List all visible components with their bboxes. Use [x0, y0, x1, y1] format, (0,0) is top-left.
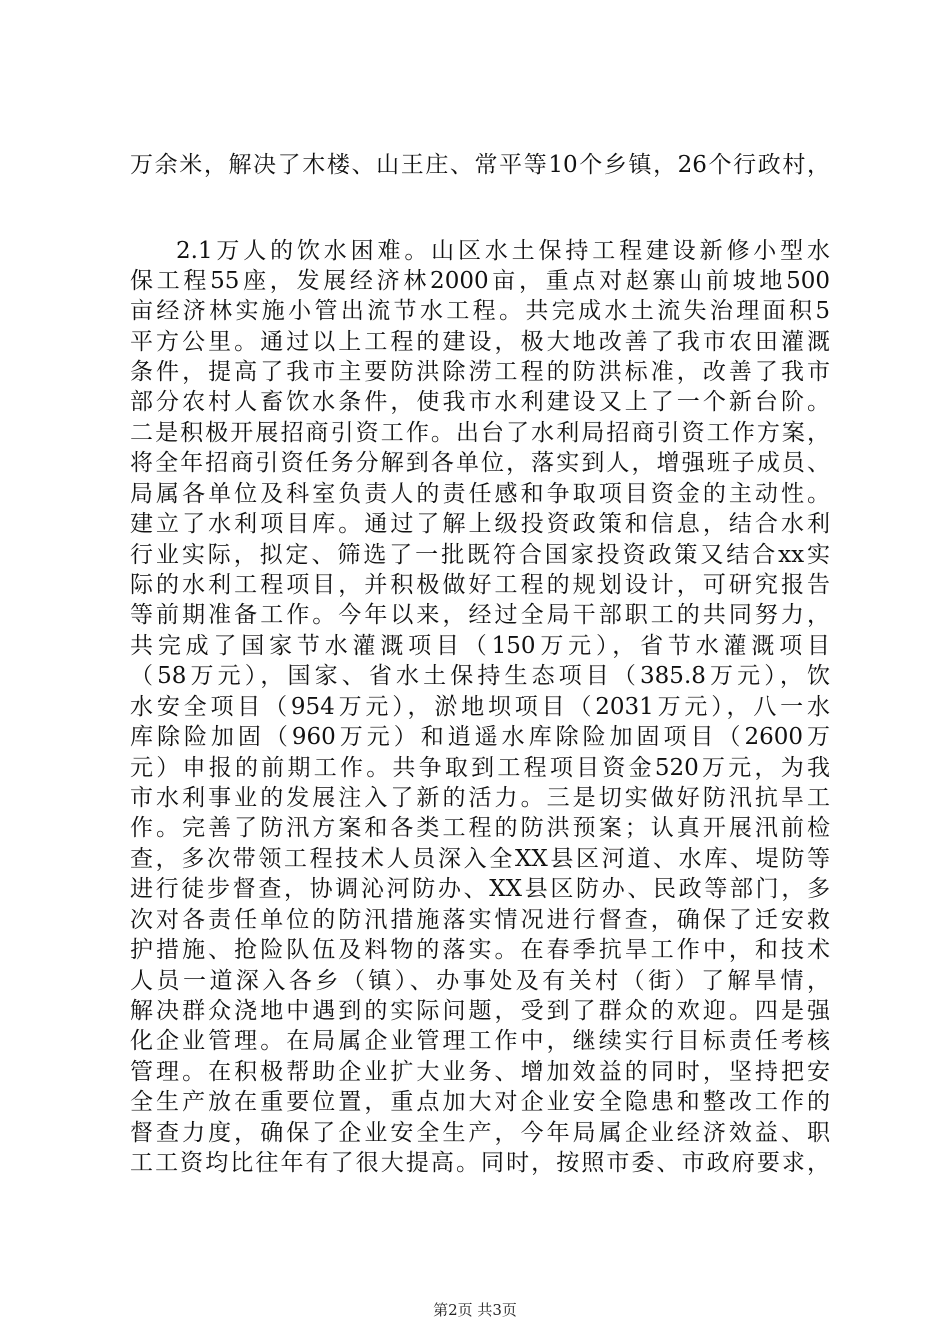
- text-line: 管理。在积极帮助企业扩大业务、增加效益的同时，坚持把安: [130, 1059, 830, 1085]
- text-line: 建立了水利项目库。通过了解上级投资政策和信息，结合水利: [130, 511, 830, 537]
- text-line: 二是积极开展招商引资工作。出台了水利局招商引资工作方案，: [130, 420, 830, 446]
- text-line: 等前期准备工作。今年以来，经过全局干部职工的共同努力，: [130, 602, 830, 628]
- text-line: 护措施、抢险队伍及料物的落实。在春季抗旱工作中，和技术: [130, 937, 830, 963]
- text-line: 际的水利工程项目，并积极做好工程的规划设计，可研究报告: [130, 572, 830, 598]
- text-line: 局属各单位及科室负责人的责任感和争取项目资金的主动性。: [130, 481, 830, 507]
- text-line: 平方公里。通过以上工程的建设，极大地改善了我市农田灌溉: [130, 329, 830, 355]
- text-line: （58万元），国家、省水土保持生态项目（385.8万元），饮: [130, 663, 830, 689]
- text-line: 查，多次带领工程技术人员深入全XX县区河道、水库、堤防等: [130, 846, 830, 872]
- text-line: 作。完善了防汛方案和各类工程的防洪预案；认真开展汛前检: [130, 815, 830, 841]
- text-line: 人员一道深入各乡（镇）、办事处及有关村（街）了解旱情，: [130, 968, 830, 994]
- paragraph-first-line: 2.1万人的饮水困难。山区水土保持工程建设新修小型水: [176, 238, 830, 264]
- page-number-footer: 第2页 共3页: [433, 1301, 517, 1319]
- text-line: 行业实际，拟定、筛选了一批既符合国家投资政策又结合xx实: [130, 542, 830, 568]
- text-line: 共完成了国家节水灌溉项目（150万元），省节水灌溉项目: [130, 633, 830, 659]
- text-line: 市水利事业的发展注入了新的活力。三是切实做好防汛抗旱工: [130, 785, 830, 811]
- text-line: 水安全项目（954万元），淤地坝项目（2031万元），八一水: [130, 694, 830, 720]
- text-line: 亩经济林实施小管出流节水工程。共完成水土流失治理面积5: [130, 298, 830, 324]
- text-line: 次对各责任单位的防汛措施落实情况进行督查，确保了迁安救: [130, 907, 830, 933]
- text-line: 全生产放在重要位置，重点加大对企业安全隐患和整改工作的: [130, 1089, 830, 1115]
- text-line: 将全年招商引资任务分解到各单位，落实到人，增强班子成员、: [130, 450, 830, 476]
- text-line: 条件，提高了我市主要防洪除涝工程的防洪标准，改善了我市: [130, 359, 830, 385]
- text-line: 元）申报的前期工作。共争取到工程项目资金520万元，为我: [130, 755, 830, 781]
- text-line: 工工资均比往年有了很大提高。同时，按照市委、市政府要求，: [130, 1150, 830, 1176]
- text-line: 进行徒步督查，协调沁河防办、XX县区防办、民政等部门，多: [130, 876, 830, 902]
- text-line: 保工程55座，发展经济林2000亩，重点对赵寨山前坡地500: [130, 268, 830, 294]
- text-line: 部分农村人畜饮水条件，使我市水利建设又上了一个新台阶。: [130, 389, 830, 415]
- text-line: 解决群众浇地中遇到的实际问题，受到了群众的欢迎。四是强: [130, 998, 830, 1024]
- text-line: 万余米，解决了木楼、山王庄、常平等10个乡镇，26个行政村，: [130, 152, 830, 178]
- text-line: 化企业管理。在局属企业管理工作中，继续实行目标责任考核: [130, 1028, 830, 1054]
- text-line: 库除险加固（960万元）和逍遥水库除险加固项目（2600万: [130, 724, 830, 750]
- text-line: 督查力度，确保了企业安全生产，今年局属企业经济效益、职: [130, 1120, 830, 1146]
